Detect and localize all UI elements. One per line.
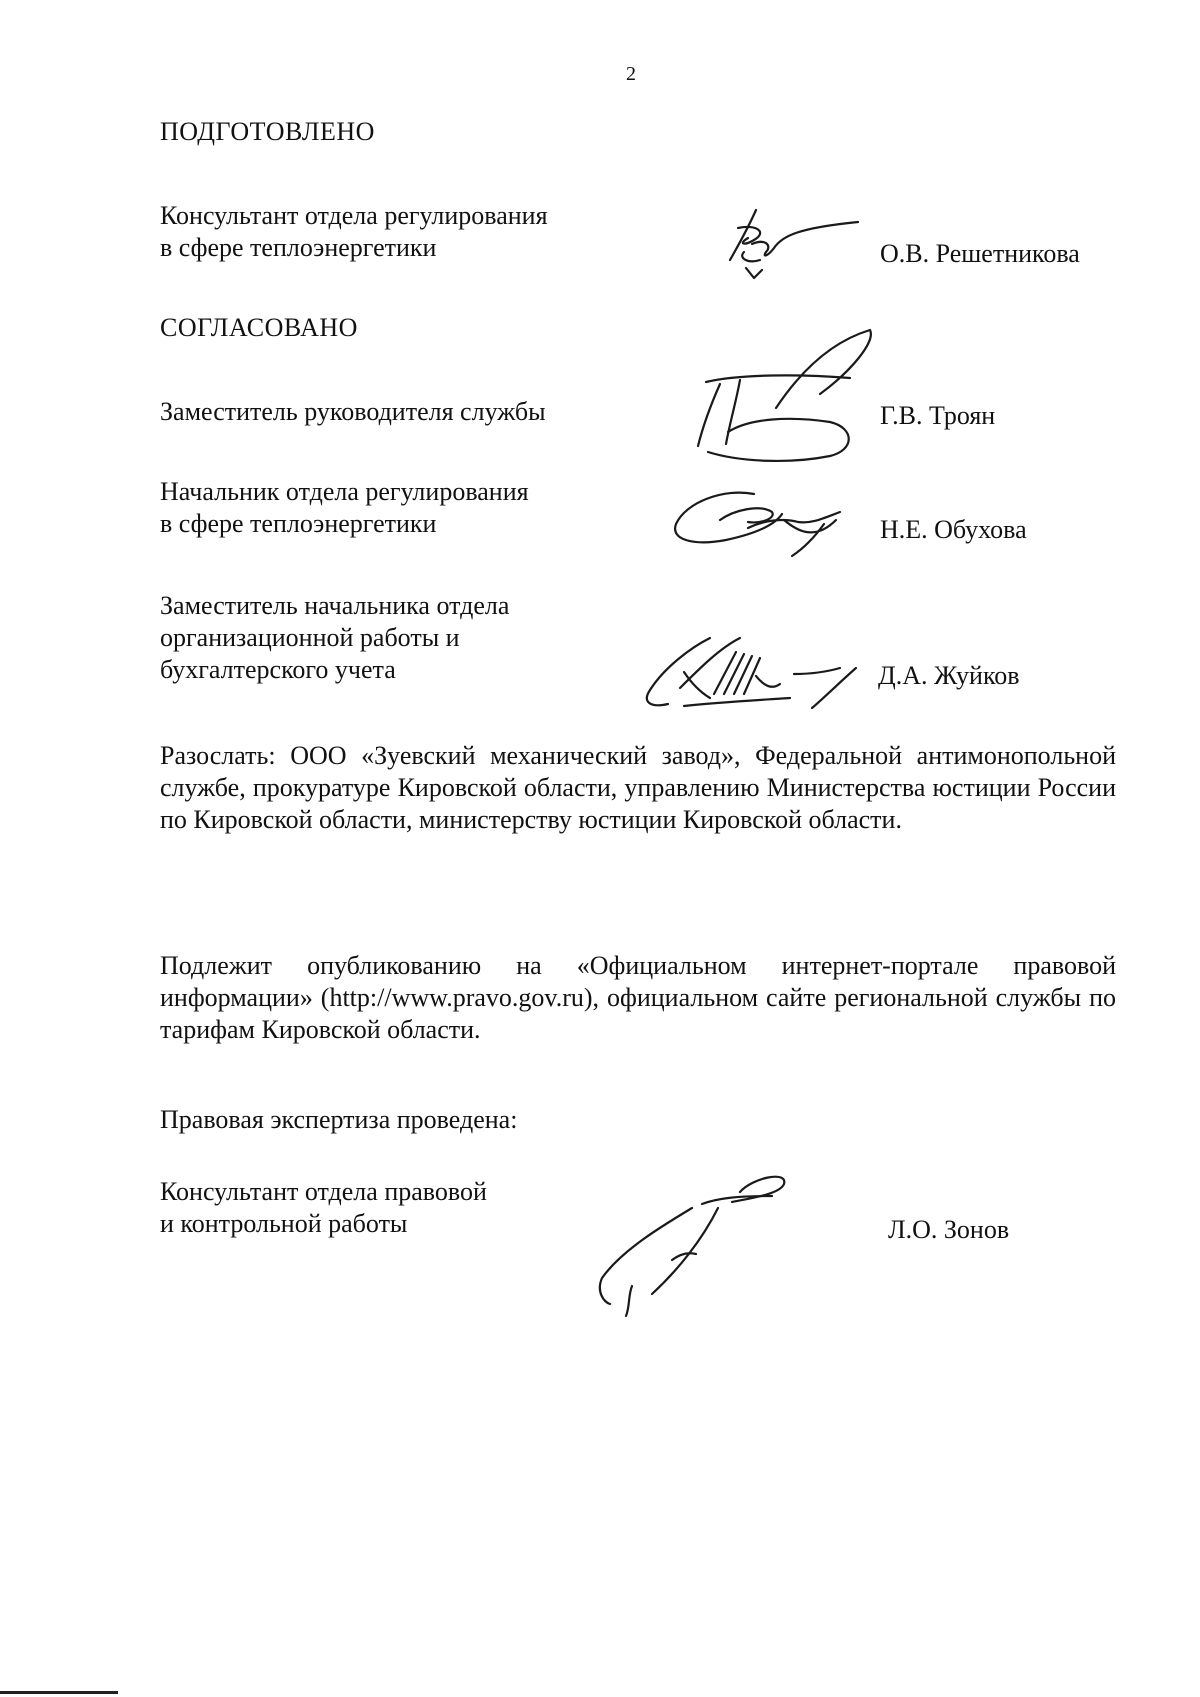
legal-review-role-line1: Консультант отдела правовой <box>160 1177 487 1206</box>
signature-troyan <box>680 322 880 472</box>
signature-zhuykov <box>640 628 880 720</box>
signer-zhuykov-role-line1: Заместитель начальника отдела <box>160 591 510 620</box>
prepared-role-line1: Консультант отдела регулирования <box>160 201 548 230</box>
distribution-paragraph: Разослать: ООО «Зуевский механический завод», Федеральной антимонопольной службе, прокуратуре Кировской области, управлению Министерства юстиции России по Кировской области, министерству юстиции Кировской области. <box>160 741 1116 834</box>
agreed-heading: СОГЛАСОВАНО <box>160 313 358 342</box>
page-number: 2 <box>626 63 636 85</box>
signer-zhuykov-role-line2: организационной работы и <box>160 623 460 652</box>
signer-zhuykov-role-line3: бухгалтерского учета <box>160 655 396 684</box>
signer-obukhova-role-line1: Начальник отдела регулирования <box>160 477 529 506</box>
prepared-heading: ПОДГОТОВЛЕНО <box>160 117 375 146</box>
signer-zhuykov-name: Д.А. Жуйков <box>878 661 1020 690</box>
signature-zonov <box>592 1160 792 1320</box>
signature-reshetnikova <box>708 198 868 288</box>
prepared-name: О.В. Решетникова <box>880 239 1080 268</box>
signature-obukhova <box>664 480 854 560</box>
scan-edge-line <box>0 1691 118 1694</box>
signer-obukhova-name: Н.Е. Обухова <box>880 515 1027 544</box>
legal-review-role-line2: и контрольной работы <box>160 1209 408 1238</box>
legal-review-name: Л.О. Зонов <box>888 1215 1010 1244</box>
signer-troyan-role: Заместитель руководителя службы <box>160 397 546 426</box>
signer-obukhova-role-line2: в сфере теплоэнергетики <box>160 509 437 538</box>
legal-review-heading: Правовая экспертиза проведена: <box>160 1105 518 1134</box>
publication-paragraph: Подлежит опубликованию на «Официальном интернет-портале правовой информации» (http://www.pravo.gov.ru), официальном сайте региональной службы по тарифам Кировской области. <box>160 951 1116 1044</box>
prepared-role-line2: в сфере теплоэнергетики <box>160 233 437 262</box>
signer-troyan-name: Г.В. Троян <box>880 401 996 430</box>
